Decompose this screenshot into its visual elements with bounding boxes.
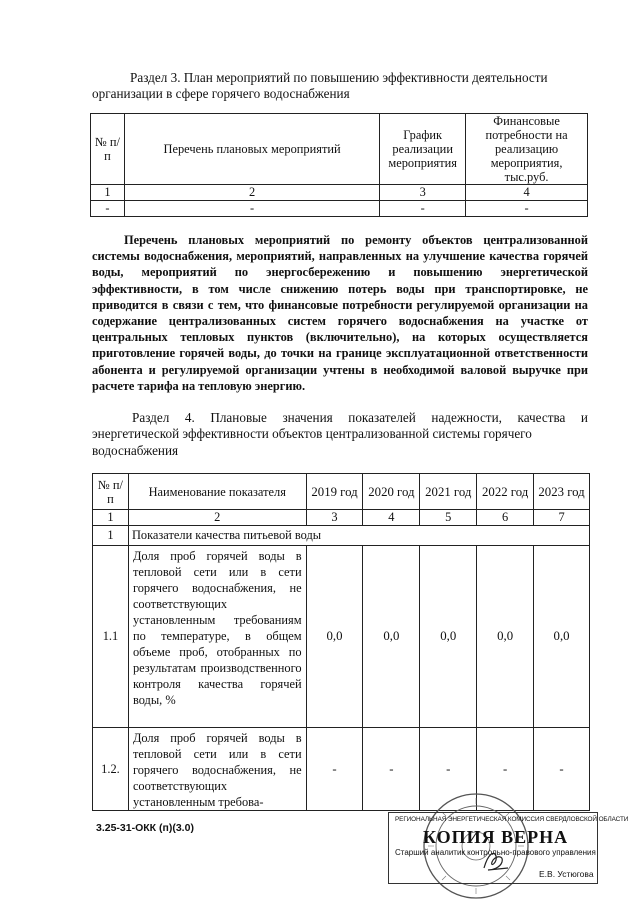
value-cell: - (534, 728, 590, 811)
table-index-row (93, 510, 590, 526)
value-cell: - (477, 728, 534, 811)
table-row (93, 546, 590, 728)
cell: - (124, 201, 379, 217)
index-cell: 2 (128, 510, 306, 526)
value-cell: 0,0 (534, 546, 590, 728)
col-header-num: № п/п (93, 474, 129, 510)
index-cell: 2 (124, 185, 379, 201)
section3-heading-line2: организации в сфере горячего водоснабжения (92, 86, 350, 101)
index-cell: 1 (91, 185, 125, 201)
col-header-year: 2021 год (420, 474, 477, 510)
table-header-row (93, 474, 590, 510)
section4-heading-line1: Раздел 4. Плановые значения показателей надежности, качества и энергетической эффективности объектов централизованной системы горячего (92, 410, 588, 441)
value-cell: 0,0 (306, 546, 363, 728)
row-num: 1.1 (93, 546, 129, 728)
index-cell: 7 (534, 510, 590, 526)
col-header-indicator: Наименование показателя (128, 474, 306, 510)
value-cell: - (363, 728, 420, 811)
table-header-row (91, 114, 588, 185)
index-cell: 3 (306, 510, 363, 526)
col-header-year: 2022 год (477, 474, 534, 510)
document-code: 3.25-31-ОКК (п)(3.0) (96, 822, 194, 834)
indicator-name: Доля проб горячей воды в тепловой сети или в сети горячего водоснабжения, не соответствующих установленным требова- (128, 728, 306, 811)
section3-table (90, 113, 588, 217)
col-header-measures: Перечень плановых мероприятий (124, 114, 379, 185)
index-cell: 6 (477, 510, 534, 526)
row-num: 1.2. (93, 728, 129, 811)
table-index-row (91, 185, 588, 201)
col-header-year: 2020 год (363, 474, 420, 510)
stamp-role: Старший аналитик контрольно-правового управления (395, 848, 596, 857)
index-cell: 4 (363, 510, 420, 526)
cell: - (91, 201, 125, 217)
body-paragraph: Перечень плановых мероприятий по ремонту объектов централизованной системы водоснабжения, мероприятий, направленных на улучшение качества горячей воды, мероприятий по энергосбережению и повышению энергетической эффективности, в том числе снижению потерь воды при транспортировке, не приводится в связи с тем, что финансовые потребности регулируемой организации на содержание централизованных систем горячего водоснабжения на участке от центральных тепловых пунктов (включительно), на которых осуществляется приготовление горячей воды, до точки на границе эксплуатационной ответственности абонента и регулируемой организации учтены в необходимой валовой выручке при расчете тарифа на тепловую энергию. (92, 233, 588, 393)
group-label: Показатели качества питьевой воды (128, 526, 589, 546)
indicator-name: Доля проб горячей воды в тепловой сети или в сети горячего водоснабжения, не соответствующих установленным требованиям по температуре, в общем объеме проб, отобранных по результатам производственного контроля качества горячей воды, % (128, 546, 306, 728)
table-row (91, 201, 588, 217)
value-cell: 0,0 (420, 546, 477, 728)
group-row (93, 526, 590, 546)
col-header-finance: Финансовые потребности на реализацию мероприятия, тыс.руб. (466, 114, 588, 185)
cell: - (466, 201, 588, 217)
value-cell: 0,0 (477, 546, 534, 728)
index-cell: 4 (466, 185, 588, 201)
col-header-year: 2023 год (534, 474, 590, 510)
signature-icon (478, 848, 514, 874)
col-header-schedule: График реализации мероприятия (380, 114, 466, 185)
value-cell: - (306, 728, 363, 811)
index-cell: 3 (380, 185, 466, 201)
stamp-organization: РЕГИОНАЛЬНАЯ ЭНЕРГЕТИЧЕСКАЯ КОМИССИЯ СВЕРДЛОВСКОЙ ОБЛАСТИ (395, 816, 629, 823)
section3-heading-line1: Раздел 3. План мероприятий по повышению эффективности деятельности (130, 70, 548, 85)
value-cell: - (420, 728, 477, 811)
index-cell: 1 (93, 510, 129, 526)
col-header-year: 2019 год (306, 474, 363, 510)
stamp-copy-label: КОПИЯ ВЕРНА (423, 827, 569, 847)
index-cell: 5 (420, 510, 477, 526)
value-cell: 0,0 (363, 546, 420, 728)
section4-heading-line2: водоснабжения (92, 443, 179, 458)
group-num: 1 (93, 526, 129, 546)
cell: - (380, 201, 466, 217)
stamp-signatory: Е.В. Устюгова (539, 869, 594, 879)
col-header-num: № п/п (91, 114, 125, 185)
section4-table (92, 473, 590, 811)
